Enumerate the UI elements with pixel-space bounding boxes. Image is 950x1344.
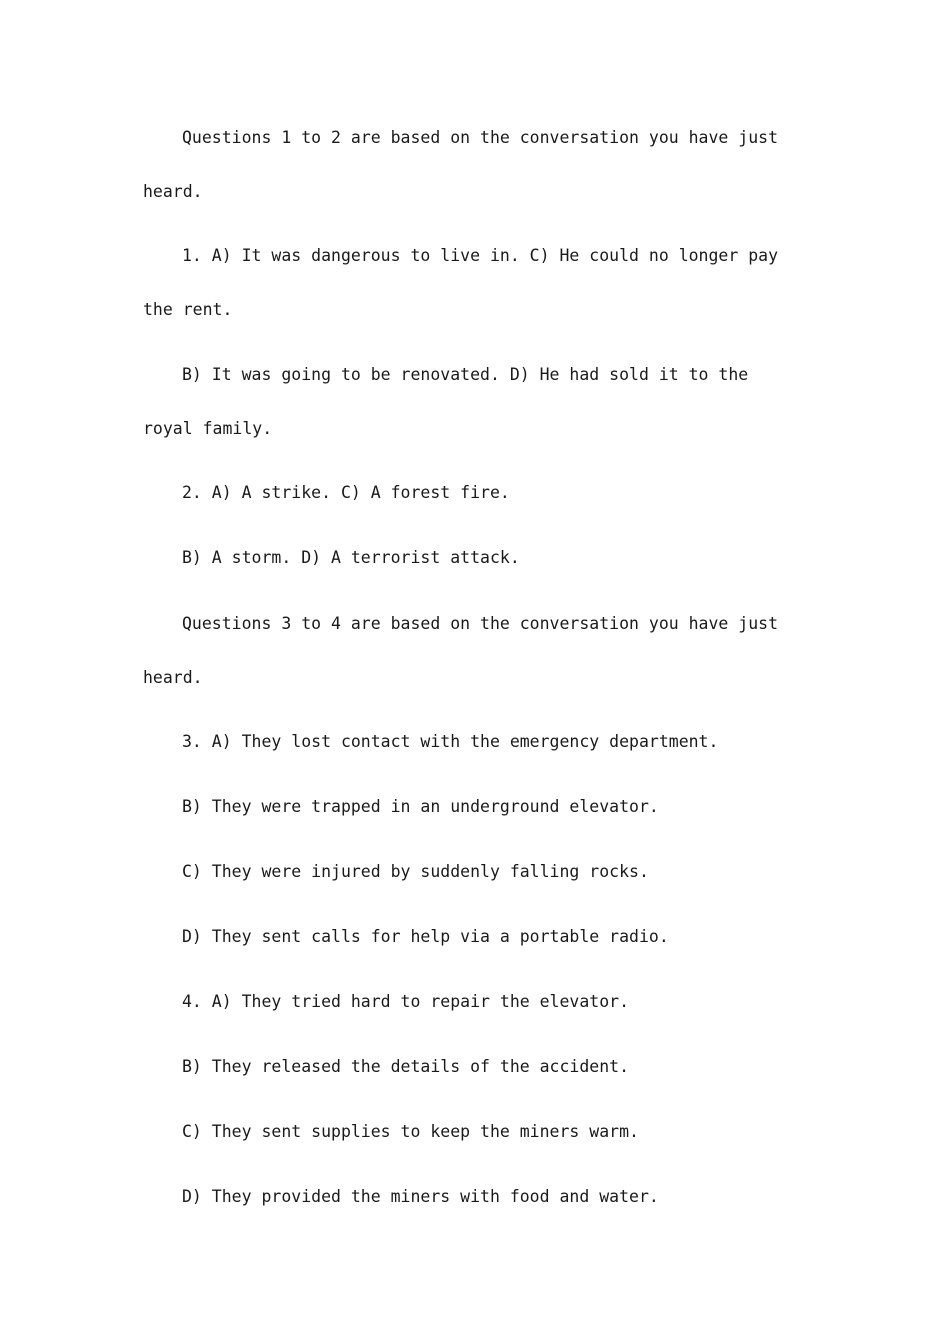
question-2-options-bd: B) A storm. D) A terrorist attack. <box>182 548 520 567</box>
question-4-option-b: B) They released the details of the accident. <box>182 1057 630 1076</box>
question-3-option-c: C) They were injured by suddenly falling rocks. <box>182 862 649 881</box>
question-3-option-b: B) They were trapped in an underground elevator. <box>182 797 659 816</box>
question-1-options-ac: 1. A) It was dangerous to live in. C) He could no longer pay the rent. <box>143 246 779 319</box>
section-instruction-q3-4: Questions 3 to 4 are based on the conversation you have just heard. <box>143 614 779 687</box>
question-2-options-ac: 2. A) A strike. C) A forest fire. <box>182 483 510 502</box>
question-3-option-a: 3. A) They lost contact with the emergency department. <box>182 732 719 751</box>
question-3-option-d: D) They sent calls for help via a portable radio. <box>182 927 669 946</box>
question-4-option-a: 4. A) They tried hard to repair the elevator. <box>182 992 630 1011</box>
question-1-options-bd: B) It was going to be renovated. D) He had sold it to the royal family. <box>143 365 749 438</box>
question-4-option-c: C) They sent supplies to keep the miners warm. <box>182 1122 639 1141</box>
section-instruction-q1-2: Questions 1 to 2 are based on the conversation you have just heard. <box>143 128 779 201</box>
question-4-option-d: D) They provided the miners with food and water. <box>182 1187 659 1206</box>
